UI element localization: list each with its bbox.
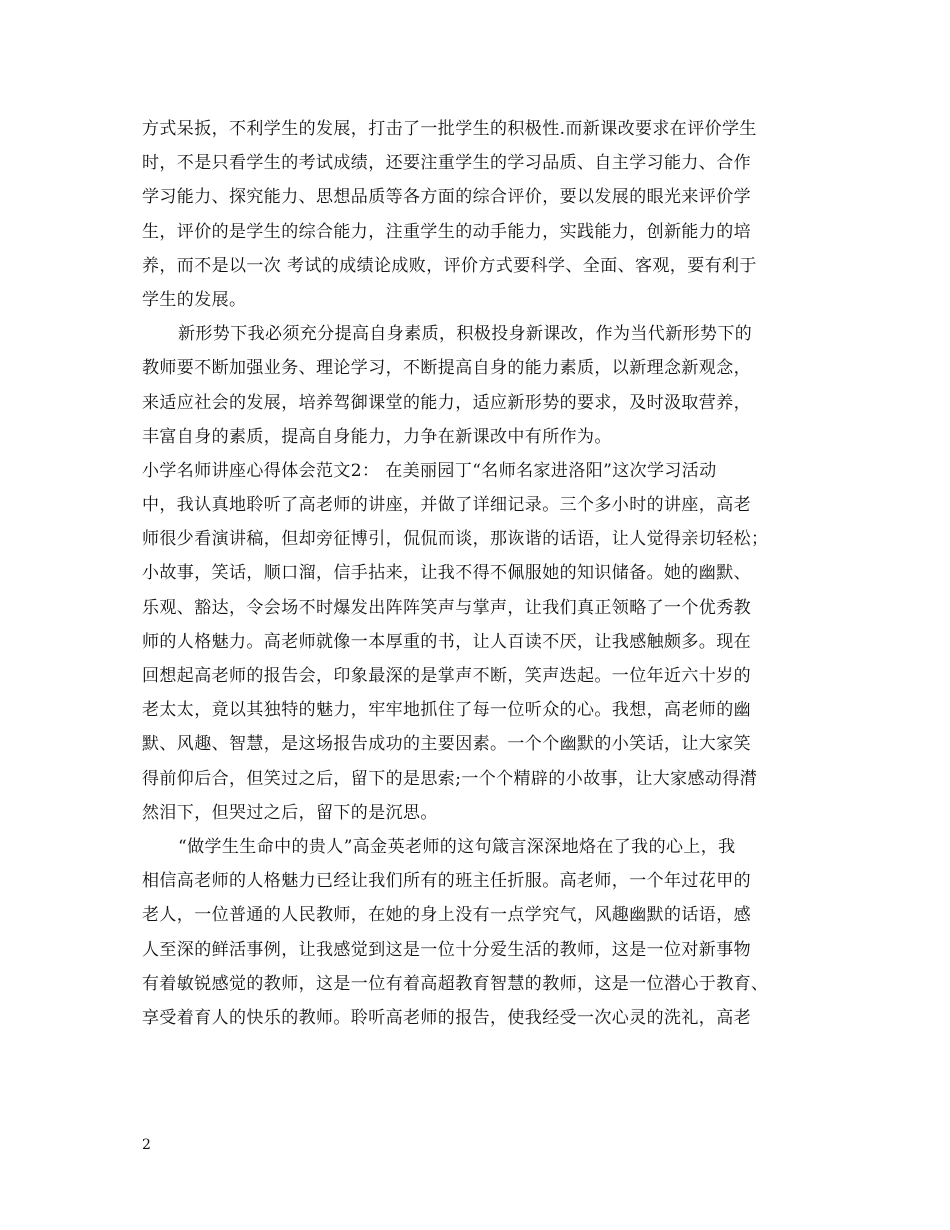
text-line: 中，我认真地聆听了高老师的讲座，并做了详细记录。三个多小时的讲座，高老 (142, 495, 751, 516)
text-line: 生，评价的是学生的综合能力，注重学生的动手能力，实践能力，创新能力的培 (142, 221, 751, 242)
text-line: 老人，一位普通的人民教师，在她的身上没有一点学究气，风趣幽默的话语，感 (142, 905, 751, 926)
text-line: 默、风趣、智慧，是这场报告成功的主要因素。一个个幽默的小笑话，让大家笑 (142, 734, 751, 755)
text-line: 来适应社会的发展，培养驾御课堂的能力，适应新形势的要求，及时汲取营养， (142, 392, 751, 413)
text-line: 方式呆扳，不利学生的发展，打击了一批学生的积极性.而新课改要求在评价学生 (142, 119, 757, 139)
text-line: 得前仰后合，但笑过之后，留下的是思索;一个个精辟的小故事，让大家感动得潸 (142, 768, 758, 789)
text-line: 人至深的鲜活事例，让我感觉到这是一位十分爱生活的教师，这是一位对新事物 (142, 939, 751, 960)
text-line: 有着敏锐感觉的教师，这是一位有着高超教育智慧的教师，这是一位潜心于教育、 (142, 973, 769, 994)
page-number: 2 (142, 1137, 151, 1153)
text-line: 享受着育人的快乐的教师。聆听高老师的报告，使我经受一次心灵的洗礼，高老 (142, 1007, 751, 1028)
text-line: 丰富自身的素质，提高自身能力，力争在新课改中有所作为。 (142, 426, 612, 447)
text-line: 乐观、豁达，令会场不时爆发出阵阵笑声与掌声，让我们真正领略了一个优秀教 (142, 597, 751, 618)
text-line: “做学生生命中的贵人”高金英老师的这句箴言深深地烙在了我的心上，我 (178, 836, 736, 857)
text-line: 养，而不是以一次 考试的成绩论成败，评价方式要科学、全面、客观，要有利于 (142, 255, 757, 276)
text-line: 教师要不断加强业务、理论学习，不断提高自身的能力素质，以新理念新观念， (142, 358, 751, 379)
text-line: 老太太，竟以其独特的魅力，牢牢地抓住了每一位听众的心。我想，高老师的幽 (142, 700, 751, 721)
text-line: 小学名师讲座心得体会范文2： 在美丽园丁“名师名家进洛阳”这次学习活动 (142, 460, 717, 481)
text-line: 小故事，笑话，顺口溜，信手拈来，让我不得不佩服她的知识储备。她的幽默、 (142, 563, 751, 584)
text-line: 学习能力、探究能力、思想品质等各方面的综合评价，要以发展的眼光来评价学 (142, 187, 751, 208)
text-line: 相信高老师的人格魅力已经让我们所有的班主任折服。高老师，一个年过花甲的 (142, 871, 751, 892)
text-line: 新形势下我必须充分提高自身素质，积极投身新课改，作为当代新形势下的 (178, 324, 753, 345)
text-line: 回想起高老师的报告会，印象最深的是掌声不断，笑声迭起。一位年近六十岁的 (142, 666, 751, 686)
text-line: 师的人格魅力。高老师就像一本厚重的书，让人百读不厌，让我感触颇多。现在 (142, 631, 751, 652)
text-line: 然泪下，但哭过之后，留下的是沉思。 (142, 802, 438, 823)
text-line: 学生的发展。 (142, 289, 247, 310)
text-line: 师很少看演讲稿，但却旁征博引，侃侃而谈，那诙谐的话语，让人觉得亲切轻松； (142, 529, 769, 550)
document-body (142, 112, 812, 1035)
text-line: 时，不是只看学生的考试成绩，还要注重学生的学习品质、自主学习能力、合作 (142, 153, 751, 174)
